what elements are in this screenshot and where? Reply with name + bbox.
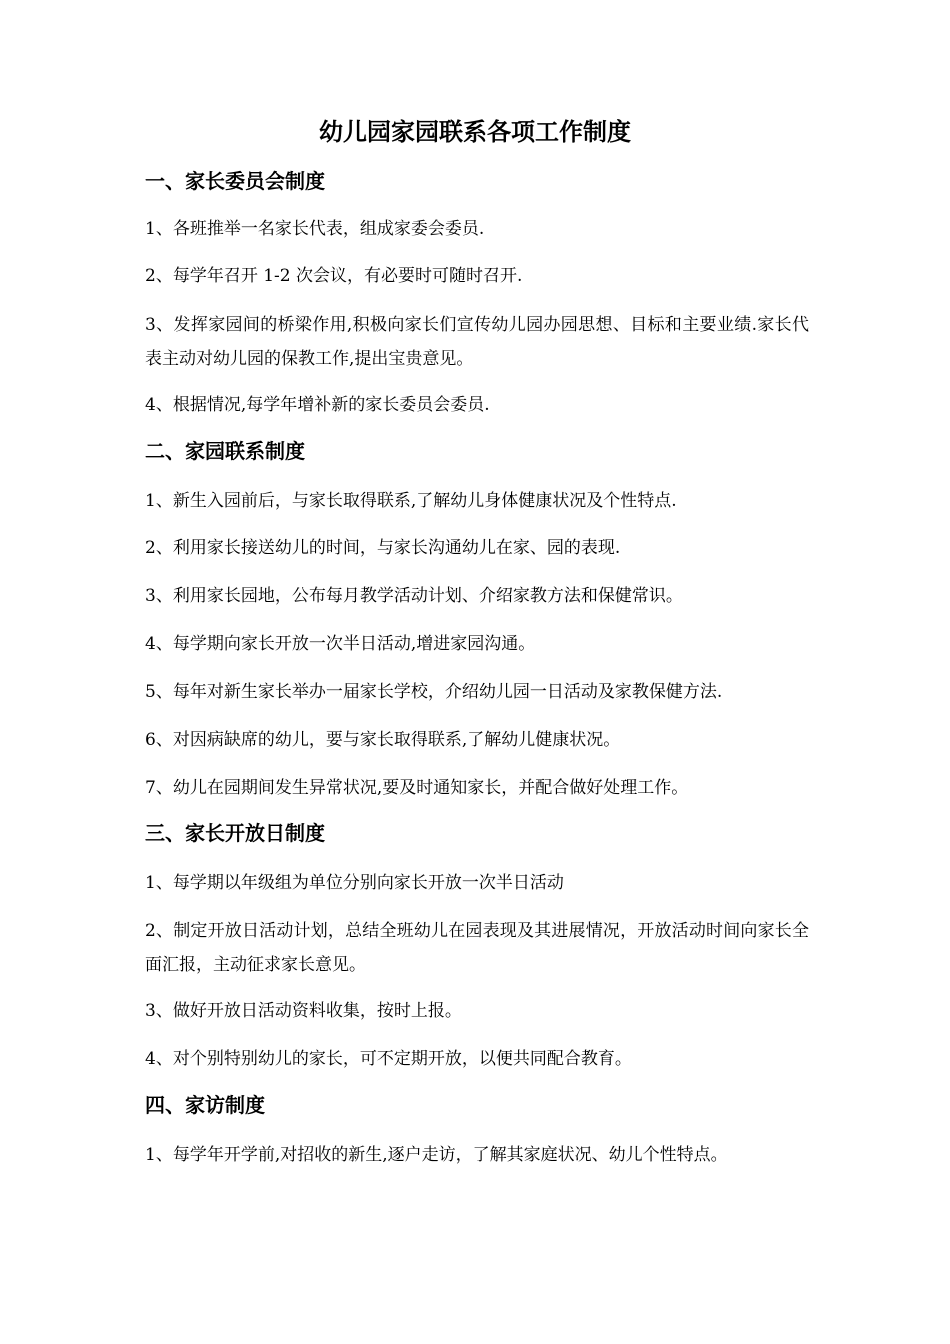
paragraph: 2、制定开放日活动计划，总结全班幼儿在园表现及其进展情况，开放活动时间向家长全面汇报，主动征求家长意见。 bbox=[145, 921, 809, 975]
paragraph: 3、利用家长园地，公布每月教学活动计划、介绍家教方法和保健常识。 bbox=[145, 586, 683, 606]
paragraph: 2、利用家长接送幼儿的时间，与家长沟通幼儿在家、园的表现. bbox=[145, 538, 621, 558]
paragraph: 2、每学年召开 1-2 次会议，有必要时可随时召开. bbox=[145, 266, 523, 286]
paragraph: 6、对因病缺席的幼儿，要与家长取得联系,了解幼儿健康状况。 bbox=[145, 730, 621, 750]
document-title: 幼儿园家园联系各项工作制度 bbox=[319, 118, 631, 146]
paragraph: 1、新生入园前后，与家长取得联系,了解幼儿身体健康状况及个性特点. bbox=[145, 491, 677, 511]
paragraph: 5、每年对新生家长举办一届家长学校，介绍幼儿园一日活动及家教保健方法. bbox=[145, 682, 723, 702]
paragraph: 7、幼儿在园期间发生异常状况,要及时通知家长，并配合做好处理工作。 bbox=[145, 778, 689, 798]
paragraph: 4、根据情况,每学年增补新的家长委员会委员. bbox=[145, 395, 490, 415]
paragraph: 1、每学年开学前,对招收的新生,逐户走访，了解其家庭状况、幼儿个性特点。 bbox=[145, 1145, 728, 1165]
paragraph: 3、做好开放日活动资料收集，按时上报。 bbox=[145, 1001, 462, 1021]
section-heading-parent-committee: 一、家长委员会制度 bbox=[145, 169, 325, 193]
paragraph: 4、每学期向家长开放一次半日活动,增进家园沟通。 bbox=[145, 634, 536, 654]
paragraph: 1、每学期以年级组为单位分别向家长开放一次半日活动 bbox=[145, 873, 564, 893]
paragraph: 3、发挥家园间的桥梁作用,积极向家长们宣传幼儿园办园思想、目标和主要业绩.家长代表主动对幼儿园的保教工作,提出宝贵意见。 bbox=[145, 315, 809, 369]
section-heading-home-visit: 四、家访制度 bbox=[145, 1093, 265, 1117]
section-heading-home-school-contact: 二、家园联系制度 bbox=[145, 439, 305, 463]
section-heading-open-day: 三、家长开放日制度 bbox=[145, 821, 325, 845]
paragraph: 4、对个别特别幼儿的家长，可不定期开放，以便共同配合教育。 bbox=[145, 1049, 632, 1069]
paragraph: 1、各班推举一名家长代表，组成家委会委员. bbox=[145, 219, 485, 239]
